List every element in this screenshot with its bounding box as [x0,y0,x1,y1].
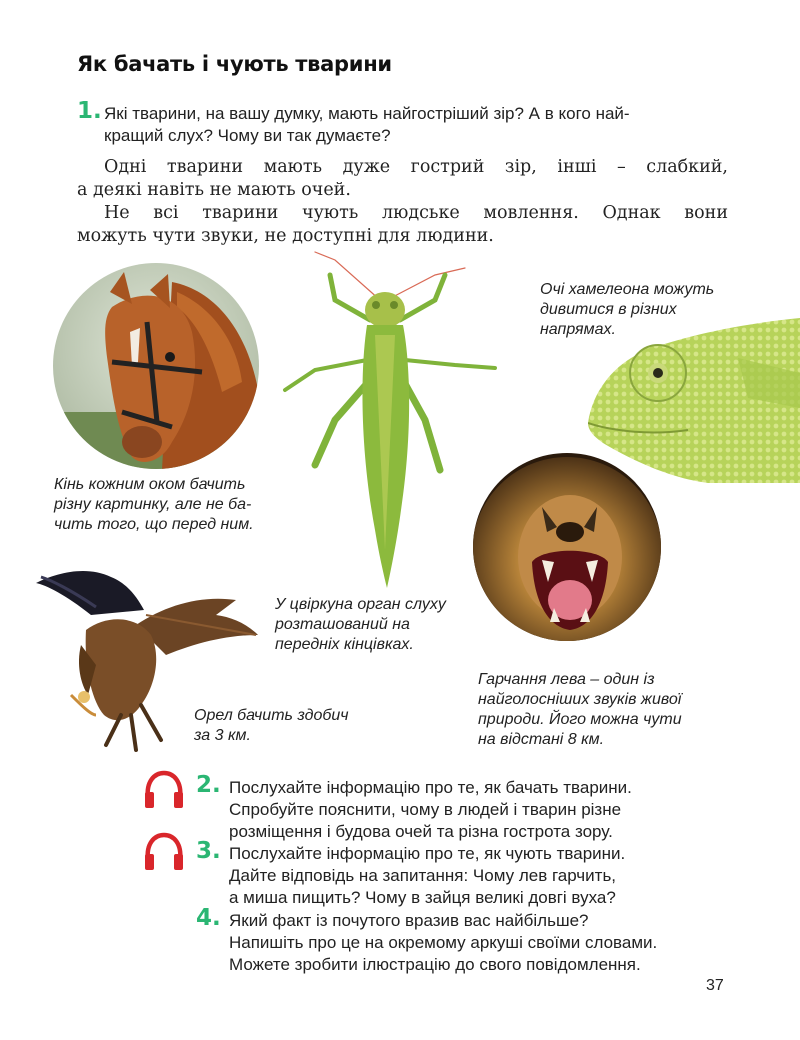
lion-caption-line-1: Гарчання лева – один із [478,671,655,688]
task-2-line-3: розміщення і будова очей та різна гострота зору. [229,822,613,841]
cricket-caption-line-3: передніх кінцівках. [275,636,414,653]
task-3-line-1: Послухайте інформацію про те, як чують тварини. [229,844,626,863]
task-1-line-2: кращий слух? Чому ви так думаєте? [104,126,391,145]
headphones-icon [142,832,186,872]
cricket-caption-line-1: У цвіркуна орган слуху [275,596,446,613]
paragraph-1-line-1: Одні тварини мають дуже гострий зір, інші – слабкий, [104,157,728,177]
task-3-number: 3. [196,838,221,864]
paragraph-2-line-1: Не всі тварини чують людське мовлення. Однак вони [104,203,728,223]
task-2-line-2: Спробуйте пояснити, чому в людей і тварин різне [229,800,622,819]
task-4-number: 4. [196,905,221,931]
horse-caption-line-1: Кінь кожним оком бачить [54,476,246,493]
lion-caption-line-4: на відстані 8 км. [478,731,605,748]
eagle-caption-line-1: Орел бачить здобич [194,707,349,724]
lion-photo [472,452,662,642]
task-3-line-2: Дайте відповідь на запитання: Чому лев гарчить, [229,866,617,885]
lion-caption-line-2: найголосніших звуків живої [478,691,682,708]
eagle-caption-line-2: за 3 км. [194,727,251,744]
task-2-line-1: Послухайте інформацію про те, як бачать тварини. [229,778,632,797]
headphones-icon [142,770,186,810]
task-4-line-2: Напишіть про це на окремому аркуші своїми словами. [229,933,658,952]
chameleon-caption-line-2: дивитися в різних [540,301,677,318]
chameleon-caption-line-3: напрямах. [540,321,616,338]
task-4-line-1: Який факт із почутого вразив вас найбільше? [229,911,589,930]
cricket-caption-line-2: розташований на [275,616,410,633]
paragraph-2-line-2: можуть чути звуки, не доступні для людини. [77,226,494,246]
page-title: Як бачать і чують тварини [77,52,392,76]
task-3-line-3: а миша пищить? Чому в зайця великі довгі вуха? [229,888,616,907]
chameleon-caption-line-1: Очі хамелеона можуть [540,281,715,298]
horse-photo [52,262,260,470]
lion-caption-line-3: природи. Його можна чути [478,711,682,728]
horse-caption-line-3: чить того, що перед ним. [54,516,254,533]
task-1-line-1: Які тварини, на вашу думку, мають найгостріший зір? А в кого най- [104,104,630,123]
task-4-line-3: Можете зробити ілюстрацію до свого повідомлення. [229,955,641,974]
page-number: 37 [706,977,724,994]
paragraph-1-line-2: а деякі навіть не мають очей. [77,180,351,200]
task-1-number: 1. [77,98,102,124]
horse-caption-line-2: різну картинку, але не ба- [54,496,252,513]
task-2-number: 2. [196,772,221,798]
cricket-photo [275,250,500,590]
